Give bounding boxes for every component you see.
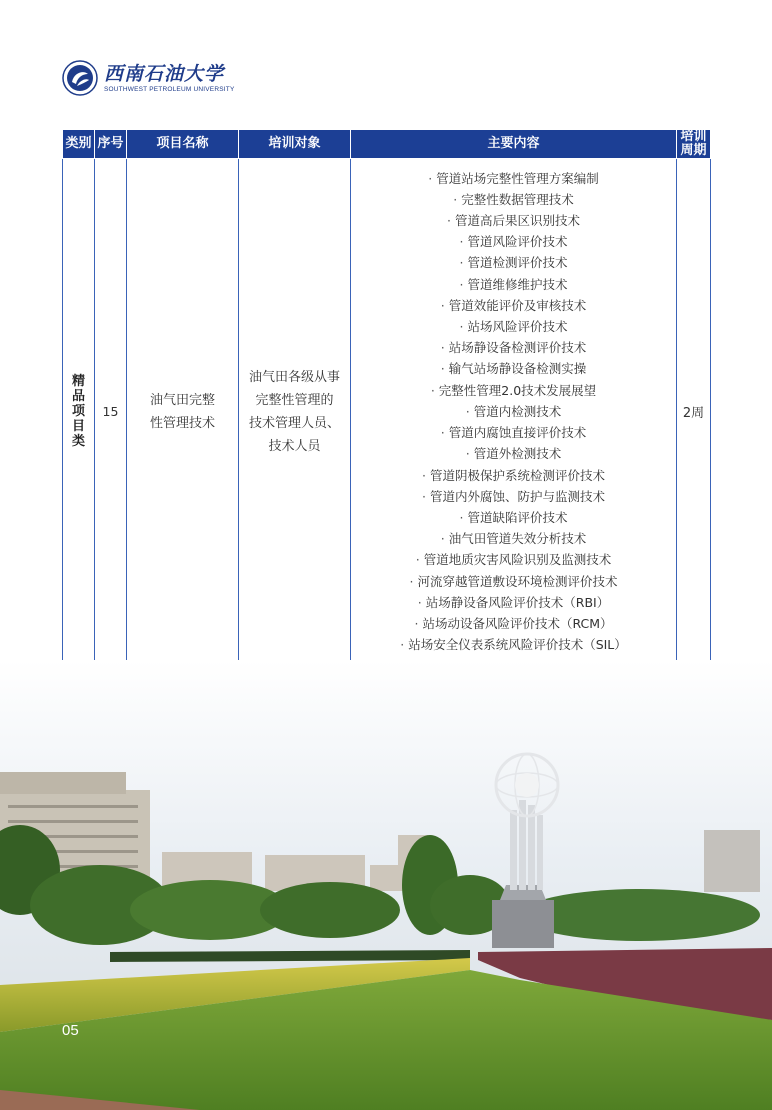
target-line: 油气田各级从事: [248, 369, 340, 385]
header-target: 培训对象: [239, 130, 351, 159]
list-item: · 管道内腐蚀直接评价技术: [351, 422, 676, 443]
header-number: 序号: [95, 130, 127, 159]
target-line: 技术管理人员、: [248, 415, 340, 431]
category-text: 精品项目类: [71, 374, 85, 449]
list-item: · 管道内检测技术: [351, 401, 676, 422]
target-line: 完整性管理的: [255, 392, 334, 408]
list-item: · 河流穿越管道敷设环境检测评价技术: [351, 571, 676, 592]
period-cell: 2周: [677, 159, 711, 665]
table-header-row: [63, 130, 711, 159]
header-period-text: 培训周期: [680, 129, 707, 158]
list-item: · 管道维修维护技术: [351, 274, 676, 295]
project-name-line: 性管理技术: [149, 415, 215, 431]
list-item: · 站场安全仪表系统风险评价技术（SIL）: [351, 634, 676, 655]
header-content: 主要内容: [351, 130, 677, 159]
list-item: · 完整性数据管理技术: [351, 189, 676, 210]
list-item: · 管道地质灾害风险识别及监测技术: [351, 549, 676, 570]
training-program-table: [62, 129, 711, 665]
project-name-cell: [127, 159, 239, 665]
list-item: · 管道风险评价技术: [351, 231, 676, 252]
list-item: · 管道站场完整性管理方案编制: [351, 168, 676, 189]
header-category: 类别: [63, 130, 95, 159]
list-item: · 站场动设备风险评价技术（RCM）: [351, 613, 676, 634]
university-name-en: SOUTHWEST PETROLEUM UNIVERSITY: [104, 85, 235, 93]
list-item: · 油气田管道失效分析技术: [351, 528, 676, 549]
table-row: [63, 159, 711, 665]
list-item: · 完整性管理2.0技术发展展望: [351, 380, 676, 401]
number-cell: 15: [95, 159, 127, 665]
list-item: · 管道缺陷评价技术: [351, 507, 676, 528]
list-item: · 管道高后果区识别技术: [351, 210, 676, 231]
category-cell: [63, 159, 95, 665]
content-cell: [351, 159, 677, 665]
header-project-name: 项目名称: [127, 130, 239, 159]
list-item: · 管道效能评价及审核技术: [351, 295, 676, 316]
list-item: · 管道外检测技术: [351, 443, 676, 464]
list-item: · 管道检测评价技术: [351, 252, 676, 273]
list-item: · 管道阴极保护系统检测评价技术: [351, 465, 676, 486]
campus-photo: [0, 660, 772, 1110]
content-list: [351, 168, 676, 656]
list-item: · 站场风险评价技术: [351, 316, 676, 337]
list-item: · 管道内外腐蚀、防护与监测技术: [351, 486, 676, 507]
university-logo: [62, 58, 234, 98]
project-name-line: 油气田完整: [149, 392, 215, 408]
header-period: [677, 130, 711, 159]
page-number: 05: [62, 1022, 79, 1039]
list-item: · 输气站场静设备检测实操: [351, 358, 676, 379]
target-cell: [239, 159, 351, 665]
list-item: · 站场静设备风险评价技术（RBI）: [351, 592, 676, 613]
university-seal-icon: [62, 60, 98, 96]
university-name-cn: 西南石油大学: [104, 62, 225, 85]
list-item: · 站场静设备检测评价技术: [351, 337, 676, 358]
target-line: 技术人员: [268, 438, 321, 454]
